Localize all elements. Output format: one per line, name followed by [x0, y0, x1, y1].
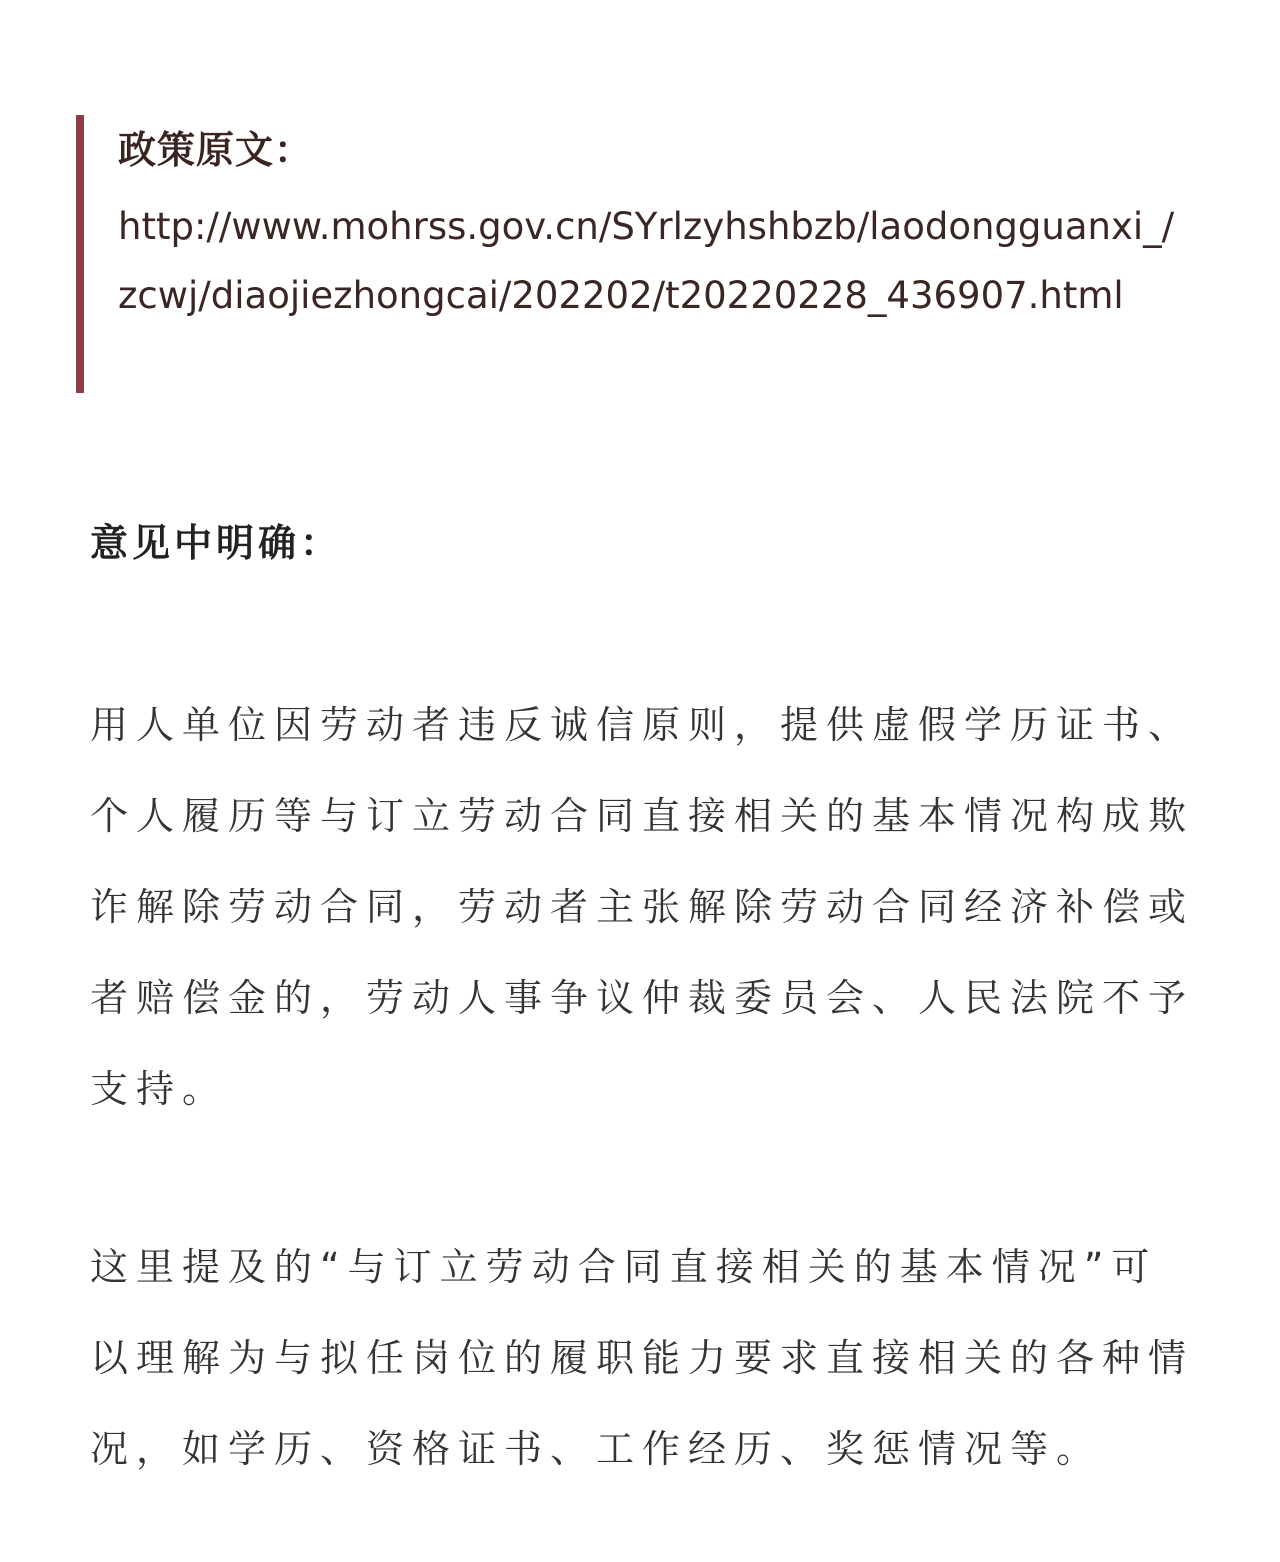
- paragraph-fraud-dismissal: 用人单位因劳动者违反诚信原则，提供虚假学历证书、个人履历等与订立劳动合同直接相关的基本情况构成欺诈解除劳动合同，劳动者主张解除劳动合同经济补偿或者赔偿金的，劳动人事争议仲裁委员会、人民法院不予支持。: [90, 703, 1195, 1111]
- policy-source-url: http://www.mohrss.gov.cn/SYrlzyhshbzb/laodongguanxi_/zcwj/diaojiezhongcai/202202/t20220228_436907.html: [118, 205, 1175, 317]
- quote-accent-bar: [76, 115, 84, 393]
- policy-quote-block: [76, 115, 1206, 393]
- policy-source-title: 政策原文：: [118, 128, 314, 172]
- quote-content: [118, 123, 1203, 330]
- paragraph-basic-situation-explanation: 这里提及的“与订立劳动合同直接相关的基本情况”可以理解为与拟任岗位的履职能力要求直接相关的各种情况，如学历、资格证书、工作经历、奖惩情况等。: [90, 1245, 1195, 1471]
- opinion-heading: 意见中明确：: [90, 521, 343, 565]
